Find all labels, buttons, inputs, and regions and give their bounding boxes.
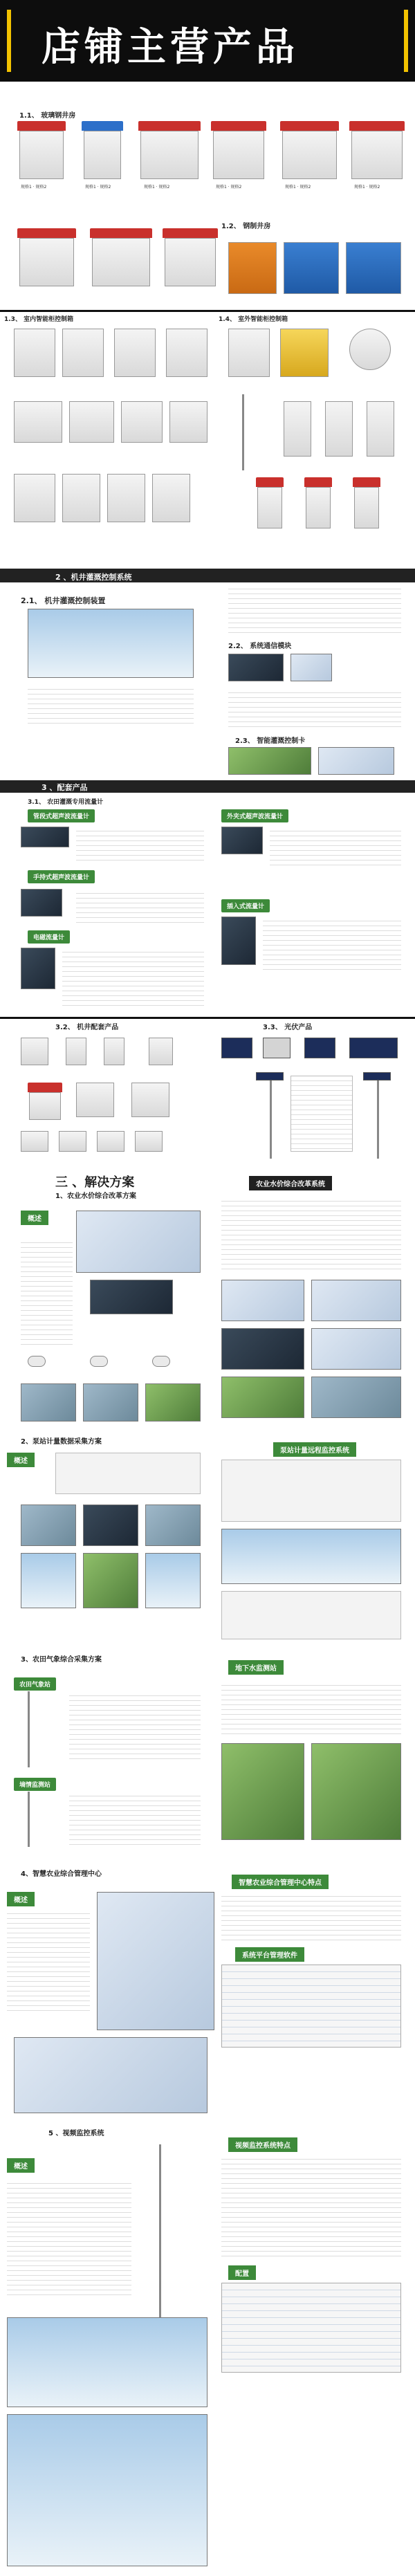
groundwater-station-label: 地下水监测站 [228,1660,284,1675]
solution-2-devices [221,1591,401,1639]
solution-1-right-list [221,1197,401,1273]
solution-2-title: 2、泵站计量数据采集方案 [21,1438,102,1446]
solution-4-title: 4、智慧农业综合管理中心 [21,1870,102,1878]
header-accent-bar-right [404,10,408,72]
solution-5-right-title: 视频监控系统特点 [228,2137,297,2152]
solution-1-desc [21,1238,73,1349]
weather-station-photo [28,1691,30,1767]
control-device-desc [28,685,194,726]
comm-module-desc [228,688,401,730]
control-device-photo [28,609,194,678]
control-card-photo-2 [318,747,394,775]
pv-products-grid [214,1034,415,1166]
solution-2-right-title: 泵站计量远程监控系统 [273,1442,356,1457]
control-card-photo [228,747,311,775]
flowmeter-5: 电磁流量计 [28,930,70,944]
flowmeter-1: 管段式超声波流量计 [28,809,95,822]
solution-1-datacenter [90,1280,173,1314]
flowmeter-2-desc [270,827,401,868]
flowmeter-4-desc [263,917,401,972]
groundwater-photo-2 [311,1743,401,1840]
solution-1-diagram [76,1211,201,1273]
solution-5-title: 5 、视频监控系统 [48,2130,104,2137]
solution-2-photo-4 [21,1553,76,1608]
solution-5-scene-2 [7,2414,208,2566]
flowmeter-3: 手持式超声波流量计 [28,870,95,883]
solution-5-desc [7,2179,131,2297]
steel-cabinet-row [0,235,415,304]
divider [0,1017,415,1019]
solution-1-right-title: 农业水价综合改革系统 [249,1176,332,1190]
solution-1-software-1 [221,1280,304,1321]
flowmeter-4: 插入式流量计 [221,899,270,912]
solution-1-field-1 [21,1383,76,1422]
solution-1-field-2 [83,1383,138,1422]
flowmeter-1-desc [76,827,204,861]
groundwater-photo-1 [221,1743,304,1840]
overview-label-4: 概述 [7,2158,35,2173]
solution-1-software-3 [221,1328,304,1370]
fiberglass-cabinet-row: 规格1 · 规格2 规格1 · 规格2 规格1 · 规格2 规格1 · 规格2 规格1 · 规格2 规格1 · 规格2 [0,121,415,211]
system-desc [228,585,401,633]
solution-4-software-table [221,1965,401,2048]
flowmeter-5-desc [62,948,204,1010]
solution-5-config-table [221,2283,401,2373]
heading-steel-house: 1.2、 钢制井房 [221,223,271,230]
solution-1-field-4 [221,1377,304,1418]
well-products-grid [0,1034,214,1166]
flowmeter-5-photo [21,948,55,989]
heading-comm-module: 2.2、 系统通信模块 [228,643,292,650]
heading-control-card: 2.3、 智能灌溉控制卡 [235,737,306,745]
solution-1-field-5 [311,1377,401,1418]
solution-4-features [221,1892,401,1940]
solution-2-photo-6 [145,1553,201,1608]
page-title: 店铺主营产品 [42,25,299,70]
comm-module-photo-2 [290,654,332,681]
solution-4-right-title: 智慧农业综合管理中心特点 [232,1875,329,1889]
weather-station-label: 农田气象站 [14,1677,56,1691]
flowmeter-3-photo [21,889,62,917]
groundwater-desc [221,1681,401,1736]
solution-2-photo-5 [83,1553,138,1608]
solution-2-photo-1 [21,1505,76,1546]
solution-3-title: 3、农田气象综合采集方案 [21,1656,102,1664]
heading-flowmeter: 3.1、 农田灌溉专用流量计 [28,799,104,806]
solution-2-right-diagram [221,1460,401,1522]
soil-station-photo [28,1792,30,1847]
flowmeter-4-photo [221,917,256,965]
soil-station-desc [69,1792,201,1847]
section-2-title: 2 、机井灌溉控制系统 [55,573,132,582]
solution-1-software-4 [311,1328,401,1370]
heading-control-device: 2.1、 机井灌溉控制装置 [21,596,106,605]
flowmeter-1-photo [21,827,69,847]
heading-fiberglass-house: 1.1、 玻璃钢井房 [19,112,76,120]
comm-module-photo [228,654,284,681]
indoor-boxes [0,325,214,553]
weather-station-desc [69,1691,201,1760]
overview-label: 概述 [21,1211,48,1225]
solution-4-screen [14,2037,208,2113]
solution-1-field-3 [145,1383,201,1422]
flowmeter-2-photo [221,827,263,854]
solution-4-diagram [97,1892,214,2030]
solution-2-photo-3 [145,1505,201,1546]
flowmeter-2: 外夹式超声波流量计 [221,809,288,822]
camera-pole [159,2144,161,2317]
heading-well-products: 3.2、 机井配套产品 [55,1024,119,1031]
overview-label-2: 概述 [7,1453,35,1467]
solution-2-photo-2 [83,1505,138,1546]
header-accent-bar [7,10,11,72]
solution-4-software-title: 系统平台管理软件 [235,1947,304,1962]
header-band [0,0,415,82]
solution-4-desc [7,1909,90,2013]
flowmeter-3-desc [76,889,204,923]
solution-1-software-2 [311,1280,401,1321]
solution-5-scene [7,2317,208,2407]
solution-5-config-label: 配置 [228,2265,256,2280]
heading-pv-products: 3.3、 光伏产品 [263,1024,313,1031]
solutions-title: 三 、解决方案 [55,1175,135,1190]
solution-2-diagram [55,1453,201,1494]
heading-outdoor-box: 1.4、 室外智能柜控制箱 [219,316,288,323]
outdoor-boxes [214,325,415,553]
soil-station-label: 墒情监测站 [14,1778,56,1791]
overview-label-3: 概述 [7,1892,35,1906]
divider [0,310,415,312]
solution-1-title: 1、农业水价综合改革方案 [55,1193,136,1200]
heading-indoor-box: 1.3、 室内智能柜控制箱 [4,316,74,323]
solution-5-features [221,2155,401,2258]
section-3-title: 3 、配套产品 [42,783,88,792]
solution-2-pumphouse [221,1529,401,1584]
